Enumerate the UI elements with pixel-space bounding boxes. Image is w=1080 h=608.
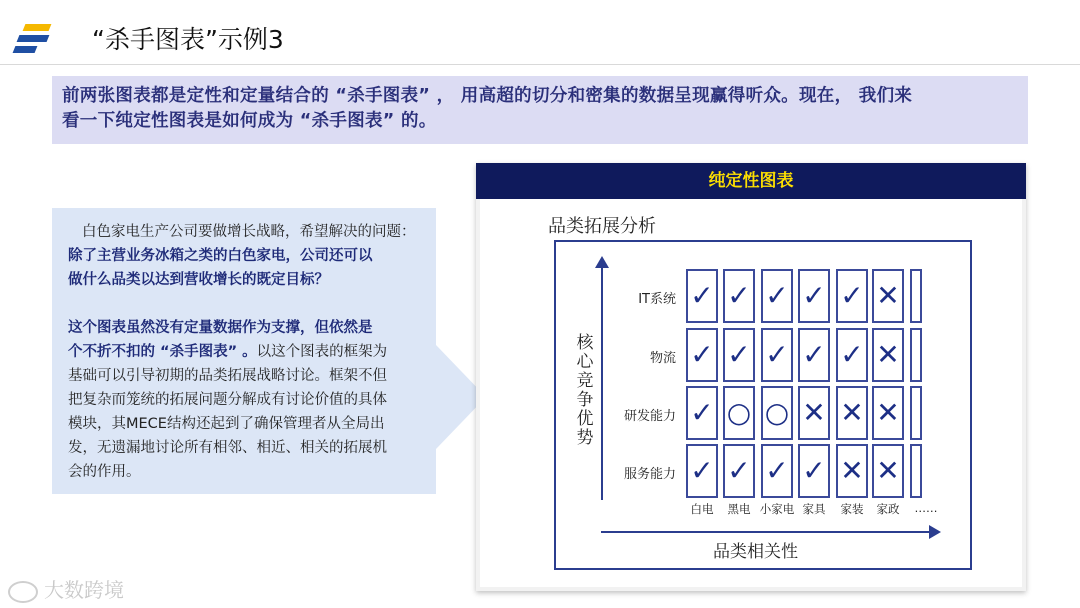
explanation-line-7: 会的作用。	[68, 464, 141, 480]
explanation-rest-2: 以这个图表的框架为	[256, 344, 388, 360]
row-label: 物流	[649, 351, 676, 366]
matrix-cell	[910, 386, 922, 440]
column-label: 黑电	[727, 502, 751, 516]
matrix-cell: ✓	[836, 328, 868, 382]
matrix-cell	[910, 444, 922, 498]
chart-panel-header	[476, 163, 1026, 199]
matrix-cell: ✓	[723, 328, 755, 382]
column-label: 家政	[876, 502, 900, 516]
y-axis-label: 核心竞争优势	[576, 333, 594, 448]
problem-description-box	[52, 208, 436, 494]
matrix-cell: ✓	[761, 444, 793, 498]
x-axis-label: 品类相关性	[713, 542, 798, 562]
watermark-text: 大数跨境	[44, 578, 124, 602]
matrix-cell: ✓	[686, 328, 718, 382]
matrix-cell: ✓	[686, 444, 718, 498]
column-label: 小家电	[759, 502, 795, 516]
column-label: 家装	[840, 502, 864, 516]
matrix-cell: ✕	[872, 269, 904, 323]
explanation-line-2	[68, 340, 422, 364]
explanation-line-4: 把复杂而笼统的拓展问题分解成有讨论价值的具体	[68, 392, 387, 408]
problem-intro: 白色家电生产公司要做增长战略，希望解决的问题：	[82, 224, 416, 240]
matrix-cell: ✕	[836, 444, 868, 498]
brand-logo-icon	[12, 22, 54, 56]
intro-banner	[52, 76, 1028, 144]
matrix-cell: ✓	[686, 269, 718, 323]
matrix-cell	[910, 328, 922, 382]
row-label: IT系统	[638, 292, 676, 307]
matrix-cell: ✕	[836, 386, 868, 440]
column-label: 家具	[802, 502, 826, 516]
x-axis	[601, 531, 931, 533]
watermark	[8, 574, 124, 603]
intro-line-1: 前两张图表都是定性和定量结合的 “杀手图表” ， 用高超的切分和密集的数据呈现赢得听众。现在， 我们来	[62, 86, 913, 106]
explanation-line-3: 基础可以引导初期的品类拓展战略讨论。框架不但	[68, 368, 387, 384]
chart-panel-title: 纯定性图表	[708, 171, 794, 191]
matrix-cell: ✓	[836, 269, 868, 323]
matrix-cell: ✓	[798, 269, 830, 323]
title-divider	[0, 64, 1080, 65]
intro-line-2: 看一下纯定性图表是如何成为 “杀手图表” 的。	[62, 111, 437, 131]
page-title: “杀手图表”示例3	[92, 25, 284, 54]
row-label: 研发能力	[623, 409, 676, 424]
x-axis-arrow-icon	[929, 525, 941, 539]
matrix-cell: ✕	[872, 328, 904, 382]
matrix-cell: ✓	[761, 269, 793, 323]
matrix-cell: ✓	[723, 444, 755, 498]
matrix-cell: ○	[761, 386, 793, 440]
matrix-cell: ✓	[798, 328, 830, 382]
column-label: ……	[914, 501, 938, 515]
matrix-cell: ○	[723, 386, 755, 440]
problem-question-1: 除了主营业务冰箱之类的白色家电，公司还可以	[68, 248, 373, 264]
problem-question-2: 做什么品类以达到营收增长的既定目标？	[68, 272, 329, 288]
matrix-cell: ✕	[872, 386, 904, 440]
row-label: 服务能力	[623, 467, 676, 482]
explanation-bold-2: 个不折不扣的 “杀手图表” 。	[68, 344, 257, 360]
matrix-cell: ✓	[761, 328, 793, 382]
y-axis-arrow-icon	[595, 256, 609, 268]
watermark-logo-icon	[8, 581, 38, 603]
matrix-cell: ✕	[872, 444, 904, 498]
matrix-cell	[910, 269, 922, 323]
matrix-cell: ✕	[798, 386, 830, 440]
explanation-line-6: 发，无遗漏地讨论所有相邻、相近、相关的拓展机	[68, 440, 387, 456]
chart-title: 品类拓展分析	[548, 216, 656, 237]
explanation-line-5: 模块，其MECE结构还起到了确保管理者从全局出	[68, 416, 385, 432]
matrix-cell: ✓	[798, 444, 830, 498]
matrix-cell: ✓	[686, 386, 718, 440]
explanation-bold-1: 这个图表虽然没有定量数据作为支撑，但依然是	[68, 320, 373, 336]
matrix-cell: ✓	[723, 269, 755, 323]
column-label: 白电	[690, 502, 714, 516]
